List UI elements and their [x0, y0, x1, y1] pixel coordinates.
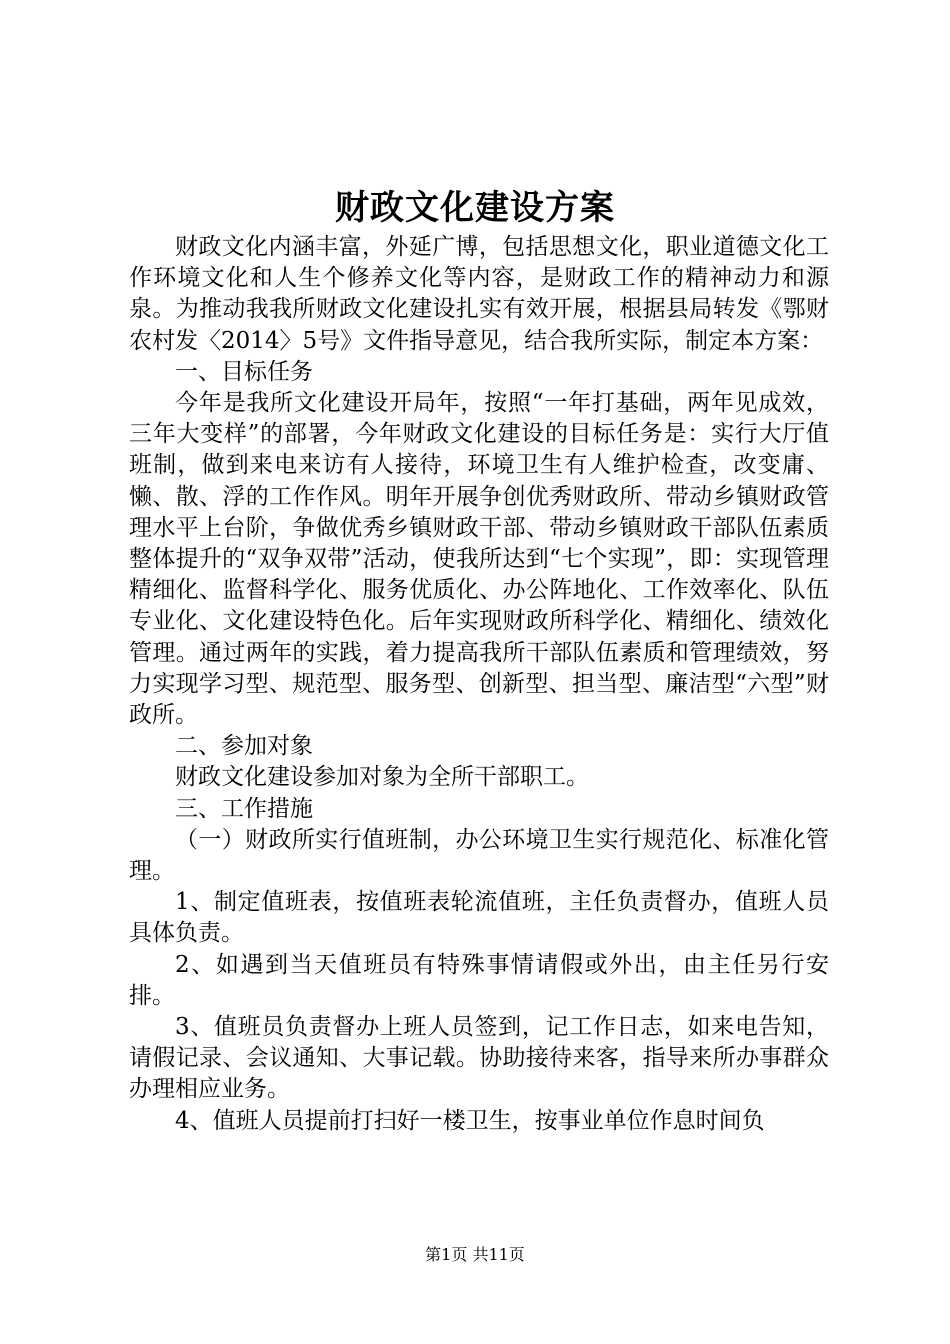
paragraph-item-3: 3、值班员负责督办上班人员签到，记工作日志，如来电告知，请假记录、会议通知、大事记载。协助接待来客，指导来所办事群众办理相应业务。: [129, 1014, 829, 1103]
paragraph-goals: 今年是我所文化建设开局年，按照“一年打基础，两年见成效，三年大变样”的部署，今年财政文化建设的目标任务是：实行大厅值班制，做到来电来访有人接待，环境卫生有人维护检查，改变庸、懒、散、浮的工作作风。明年开展争创优秀财政所、带动乡镇财政管理水平上台阶，争做优秀乡镇财政干部、带动乡镇财政干部队伍素质整体提升的“双争双带”活动，使我所达到“七个实现”，即：实现管理精细化、监督科学化、服务优质化、办公阵地化、工作效率化、队伍专业化、文化建设特色化。后年实现财政所科学化、精细化、绩效化管理。通过两年的实践，着力提高我所干部队伍素质和管理绩效，努力实现学习型、规范型、服务型、创新型、担当型、廉洁型“六型”财政所。: [129, 390, 829, 729]
page-number-footer: 第1页 共11页: [425, 1245, 525, 1264]
paragraph-item-4: 4、值班人员提前打扫好一楼卫生，按事业单位作息时间负: [175, 1107, 765, 1134]
paragraph-measure-1: （一）财政所实行值班制，办公环境卫生实行规范化、标准化管理。: [129, 826, 829, 885]
paragraph-participants: 财政文化建设参加对象为全所干部职工。: [175, 764, 589, 791]
document-title: 财政文化建设方案: [335, 188, 615, 228]
paragraph-item-1: 1、制定值班表，按值班表轮流值班，主任负责督办，值班人员具体负责。: [129, 889, 829, 947]
paragraph-intro: 财政文化内涵丰富，外延广博，包括思想文化，职业道德文化工作环境文化和人生个修养文化等内容，是财政工作的精神动力和源泉。为推动我我所财政文化建设扎实有效开展，根据县局转发《鄂财农村发〈2014〉5号》文件指导意见，结合我所实际，制定本方案：: [129, 234, 829, 354]
section-heading-participants: 二、参加对象: [175, 733, 313, 760]
paragraph-item-2: 2、如遇到当天值班员有特殊事情请假或外出，由主任另行安排。: [129, 951, 829, 1009]
document-body: [129, 232, 829, 1137]
section-heading-measures: 三、工作措施: [175, 795, 313, 822]
section-heading-goals: 一、目标任务: [175, 358, 313, 385]
